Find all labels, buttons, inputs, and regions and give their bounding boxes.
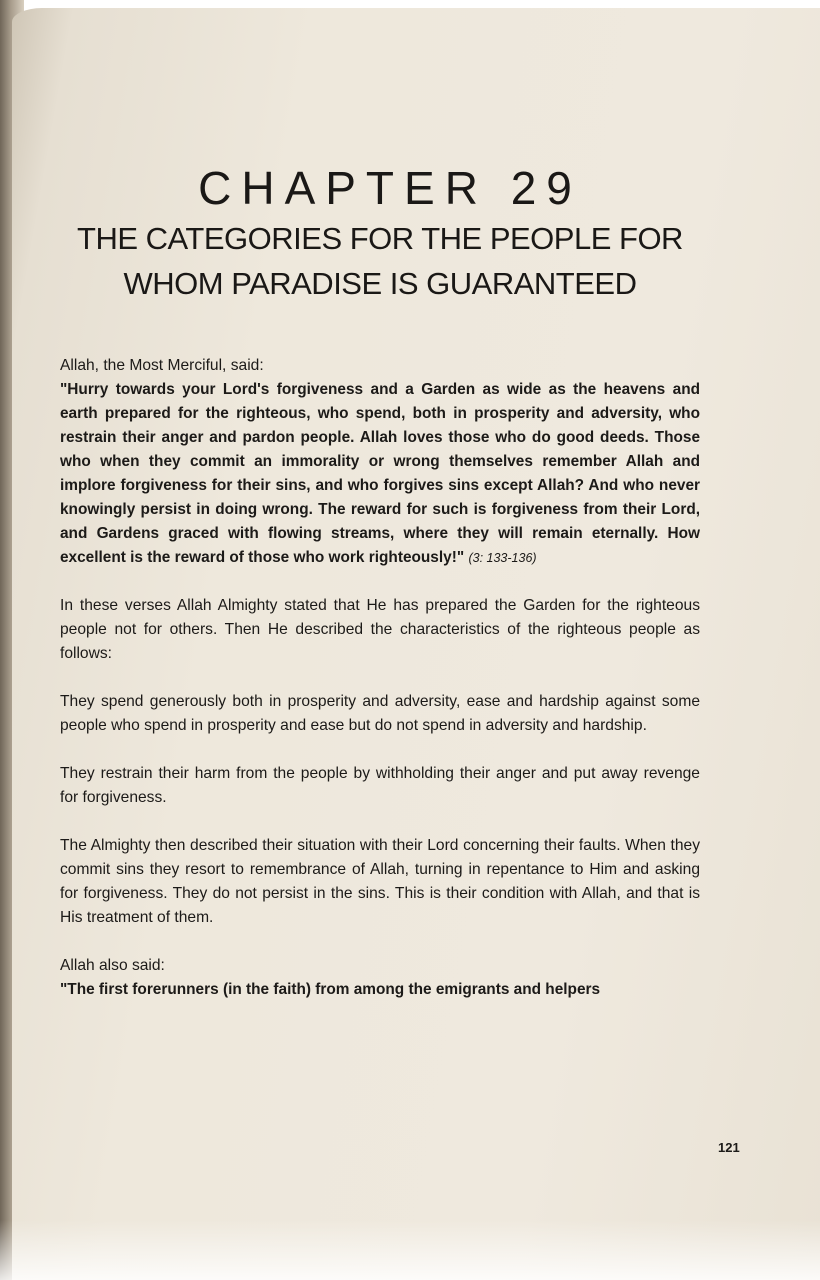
quote-intro-2: Allah also said: bbox=[60, 957, 165, 974]
chapter-heading: CHAPTER 29 bbox=[198, 162, 582, 214]
quote-intro: Allah, the Most Merciful, said: bbox=[60, 357, 264, 374]
quote-text-2: "The first forerunners (in the faith) from among the emigrants and helpers bbox=[60, 981, 601, 998]
chapter-title bbox=[60, 216, 700, 306]
paragraph: They restrain their harm from the people by withholding their anger and put away revenge for forgiveness. bbox=[60, 765, 700, 806]
paragraph: They spend generously both in prosperity and adversity, ease and hardship against some people who spend in prosperity and ease but do not spend in adversity and hardship. bbox=[60, 693, 700, 734]
page-bottom-fade bbox=[0, 1220, 820, 1280]
page-content bbox=[60, 160, 700, 1026]
paragraph: In these verses Allah Almighty stated that He has prepared the Garden for the righteous people not for others. Then He described the characteristics of the righteous people as follows: bbox=[60, 597, 700, 662]
quote-reference: (3: 133-136) bbox=[468, 551, 537, 565]
page-number: 121 bbox=[718, 1140, 740, 1155]
paragraph: The Almighty then described their situation with their Lord concerning their faults. When they commit sins they resort to remembrance of Allah, turning in repentance to Him and asking for forgiveness. They do not persist in the sins. This is their condition with Allah, and that is His treatment of them. bbox=[60, 837, 700, 926]
quote-text: "Hurry towards your Lord's forgiveness and a Garden as wide as the heavens and earth prepared for the righteous, who spend, both in prosperity and adversity, who restrain their anger and pardon people. Allah loves those who do good deeds. Those who when they commit an immorality or wrong themselves remember Allah and implore forgiveness for their sins, and who forgives sins except Allah? And who never knowingly persist in doing wrong. The reward for such is forgiveness from their Lord, and Gardens graced with flowing streams, where they will remain eternally. How excellent is the reward of those who work righteously!" bbox=[60, 381, 700, 566]
chapter-title-line: THE CATEGORIES FOR THE PEOPLE FOR bbox=[77, 221, 683, 256]
quote-block-2 bbox=[60, 954, 700, 1002]
body-text bbox=[60, 354, 700, 1002]
chapter-title-line: WHOM PARADISE IS GUARANTEED bbox=[123, 266, 637, 301]
quote-block bbox=[60, 354, 700, 570]
